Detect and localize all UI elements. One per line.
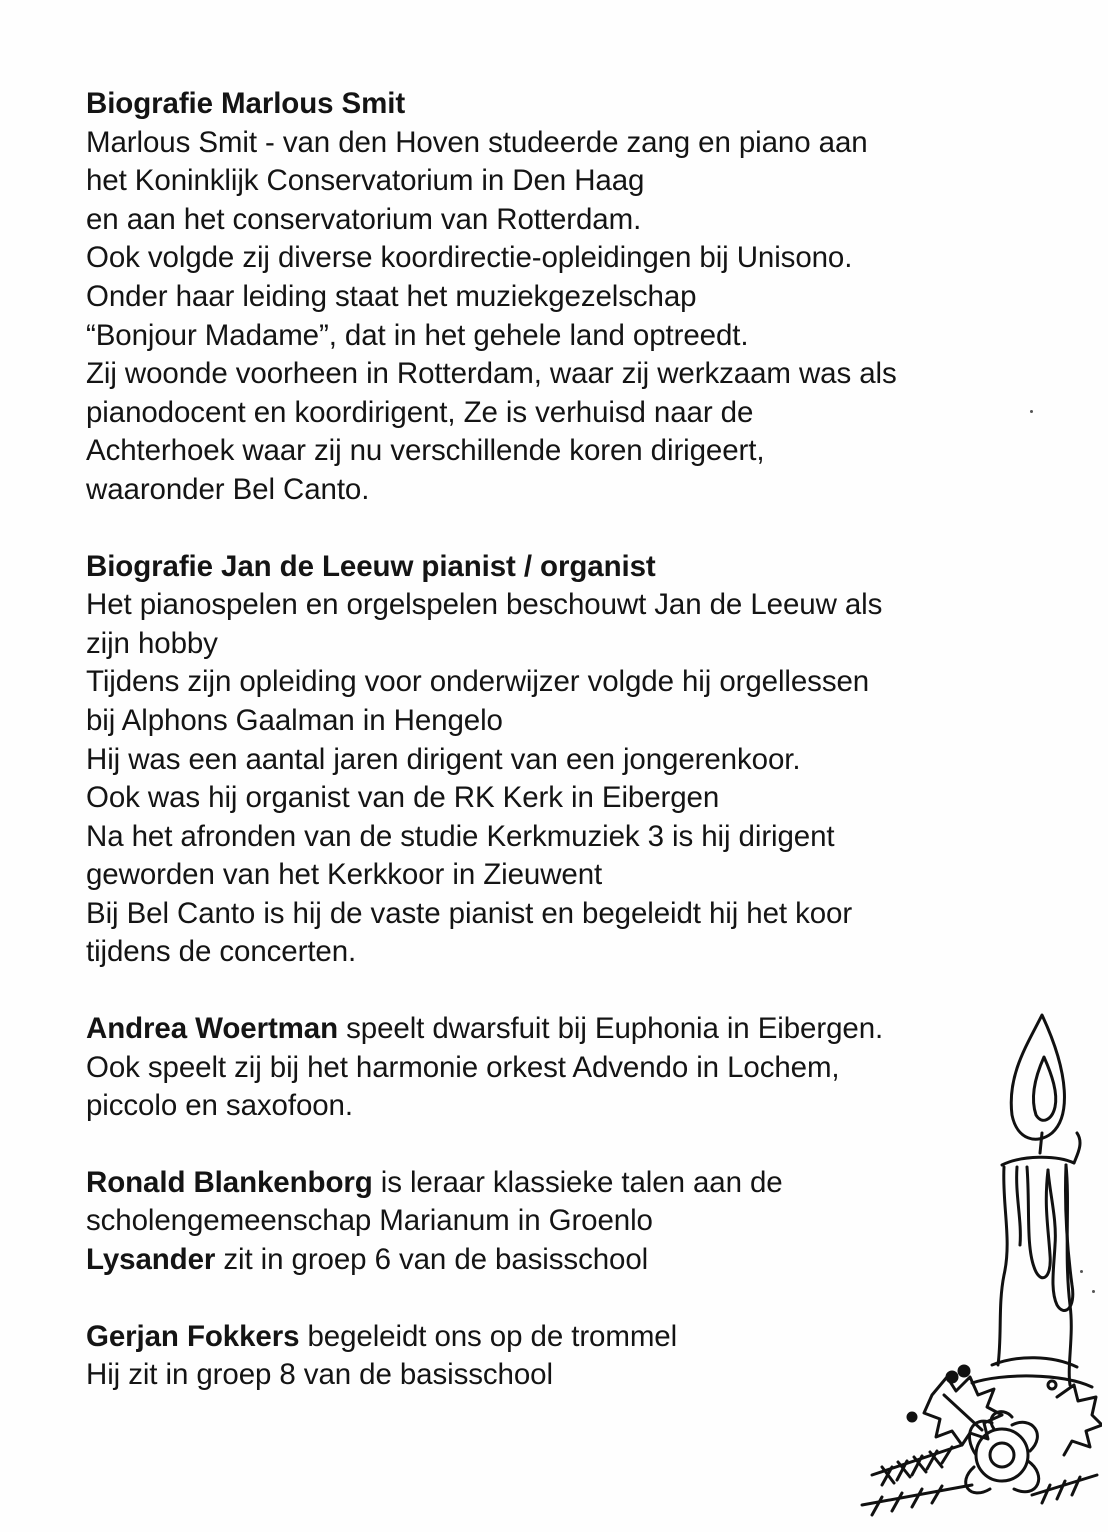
scan-speck <box>1080 1270 1083 1273</box>
text-line: Onder haar leiding staat het muziekgezelschap <box>86 279 697 313</box>
bio-jan-de-leeuw <box>86 548 1046 973</box>
text-line: Ook speelt zij bij het harmonie orkest Advendo in Lochem, <box>86 1050 840 1084</box>
person-name: Lysander <box>86 1243 216 1277</box>
text-fragment: zit in groep 6 van de basisschool <box>215 1243 649 1277</box>
text-line: Ook volgde zij diverse koordirectie-opleidingen bij Unisono. <box>86 241 853 275</box>
text-line: pianodocent en koordirigent, Ze is verhuisd naar de <box>86 395 754 429</box>
text-line: waaronder Bel Canto. <box>86 472 370 506</box>
text-line: scholengemeenschap Marianum in Groenlo <box>86 1204 653 1238</box>
text-line: geworden van het Kerkkoor in Zieuwent <box>86 858 603 892</box>
text-line: Ook was hij organist van de RK Kerk in Eibergen <box>86 781 720 815</box>
text-line: piccolo en saxofoon. <box>86 1089 353 1123</box>
text-line: Achterhoek waar zij nu verschillende koren dirigeert, <box>86 434 765 468</box>
text-fragment: speelt dwarsfuit bij Euphonia in Eibergen. <box>338 1012 884 1046</box>
person-name: Andrea Woertman <box>86 1012 339 1046</box>
person-name: Gerjan Fokkers <box>86 1319 300 1353</box>
text-line: Het pianospelen en orgelspelen beschouwt Jan de Leeuw als <box>86 588 883 622</box>
scan-speck <box>1092 1290 1095 1293</box>
text-line: Hij zit in groep 8 van de basisschool <box>86 1358 553 1392</box>
text-fragment: is leraar klassieke talen aan de <box>372 1165 783 1199</box>
candle-with-holly-icon <box>852 1005 1102 1525</box>
text-line: tijdens de concerten. <box>86 935 357 969</box>
person-name: Ronald Blankenborg <box>86 1165 373 1199</box>
text-line: Bij Bel Canto is hij de vaste pianist en begeleidt hij het koor <box>86 896 853 930</box>
text-line: Marlous Smit - van den Hoven studeerde zang en piano aan <box>86 125 868 159</box>
bio-marlous-smit <box>86 85 1046 510</box>
text-line: Tijdens zijn opleiding voor onderwijzer volgde hij orgellessen <box>86 665 870 699</box>
text-line: het Koninklijk Conservatorium in Den Haag <box>86 164 645 198</box>
text-line: bij Alphons Gaalman in Hengelo <box>86 703 503 737</box>
text-line: Na het afronden van de studie Kerkmuziek 3 is hij dirigent <box>86 819 835 853</box>
text-line: zijn hobby <box>86 626 218 660</box>
section-heading: Biografie Marlous Smit <box>86 87 406 120</box>
text-line: Zij woonde voorheen in Rotterdam, waar zij werkzaam was als <box>86 357 897 391</box>
text-line: “Bonjour Madame”, dat in het gehele land optreedt. <box>86 318 749 352</box>
section-heading: Biografie Jan de Leeuw pianist / organist <box>86 549 656 583</box>
text-fragment: begeleidt ons op de trommel <box>299 1319 678 1353</box>
text-line: Hij was een aantal jaren dirigent van een jongerenkoor. <box>86 742 801 776</box>
text-line: en aan het conservatorium van Rotterdam. <box>86 202 642 236</box>
scan-speck <box>1030 410 1033 413</box>
